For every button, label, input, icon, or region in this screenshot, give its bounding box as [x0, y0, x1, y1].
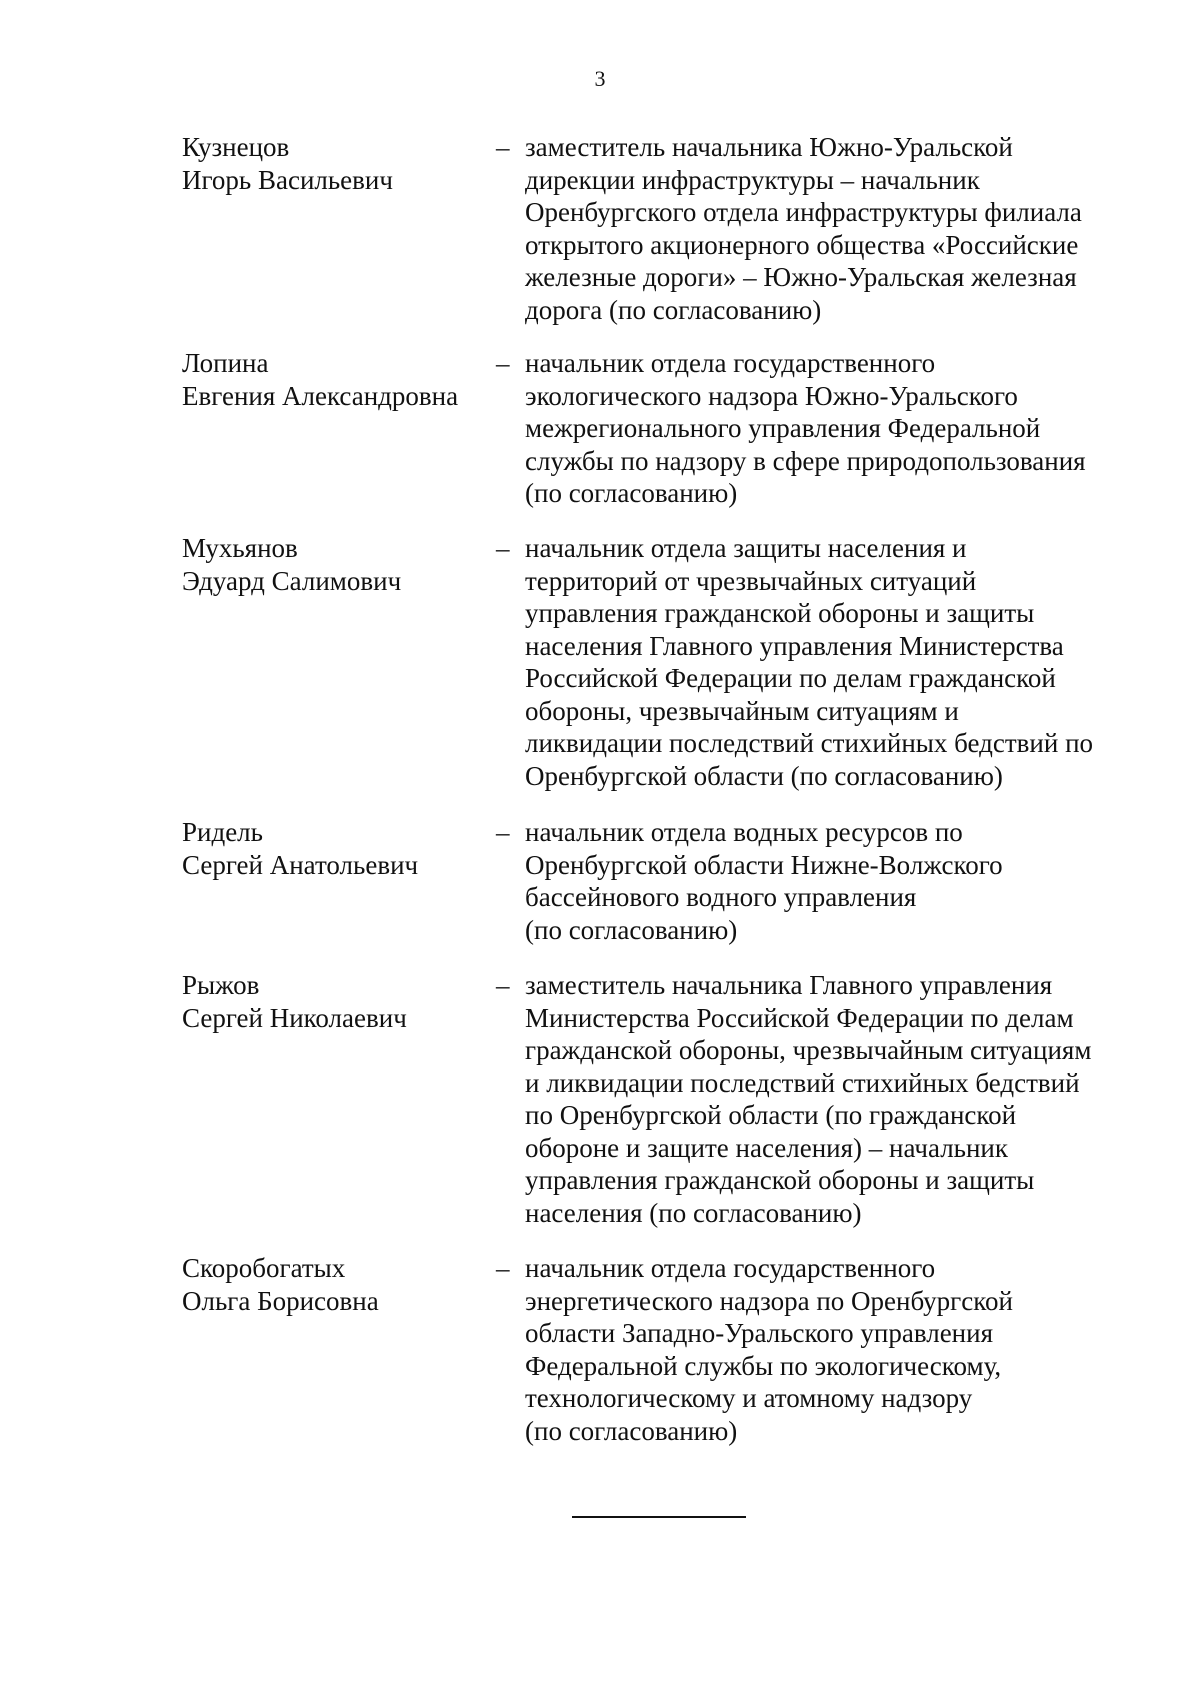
position-line: открытого акционерного общества «Российские: [525, 229, 1079, 260]
position-line: территорий от чрезвычайных ситуаций: [525, 565, 977, 596]
dash-separator: –: [496, 348, 510, 378]
position-line: гражданской обороны, чрезвычайным ситуациям: [525, 1035, 1092, 1065]
member-given-names: Эдуард Салимович: [182, 565, 402, 596]
dash-separator: –: [496, 1253, 510, 1283]
position-line: технологическому и атомному надзору: [525, 1383, 973, 1413]
member-name: [182, 1252, 482, 1317]
position-line: ликвидации последствий стихийных бедствий по: [525, 728, 1094, 758]
member-name: [182, 816, 482, 881]
member-given-names: Игорь Васильевич: [182, 164, 393, 195]
end-of-document-rule: [572, 1516, 746, 1518]
member-surname: Кузнецов: [182, 132, 290, 162]
position-line: обороны, чрезвычайным ситуациям и: [525, 695, 959, 726]
position-line: управления гражданской обороны и защиты: [525, 598, 1035, 628]
member-name: [182, 969, 482, 1034]
member-name: [182, 347, 482, 412]
dash-separator: –: [496, 817, 510, 847]
member-position: [525, 816, 1145, 946]
position-line: службы по надзору в сфере природопользования: [525, 445, 1086, 476]
position-line: дирекции инфраструктуры – начальник: [525, 164, 980, 195]
position-line: по Оренбургской области (по гражданской: [525, 1100, 1017, 1130]
position-line: Федеральной службы по экологическому,: [525, 1350, 1002, 1381]
position-line: начальник отдела государственного: [525, 1253, 936, 1283]
position-line: энергетического надзора по Оренбургской: [525, 1285, 1013, 1316]
position-line: населения Главного управления Министерства: [525, 630, 1064, 661]
position-line: населения (по согласованию): [525, 1197, 862, 1228]
position-line: управления гражданской обороны и защиты: [525, 1165, 1035, 1195]
member-surname: Рыжов: [182, 970, 260, 1000]
member-position: [525, 347, 1145, 510]
dash-separator: –: [496, 132, 510, 162]
member-surname: Скоробогатых: [182, 1253, 346, 1283]
position-line: экологического надзора Южно-Уральского: [525, 380, 1018, 411]
member-position: [525, 969, 1145, 1229]
member-given-names: Евгения Александровна: [182, 380, 459, 411]
page-number: 3: [594, 66, 606, 91]
member-given-names: Сергей Николаевич: [182, 1002, 407, 1033]
member-surname: Мухьянов: [182, 533, 298, 563]
position-line: Министерства Российской Федерации по делам: [525, 1002, 1074, 1033]
member-surname: Лопина: [182, 348, 269, 378]
dash-separator: –: [496, 970, 510, 1000]
member-given-names: Ольга Борисовна: [182, 1285, 379, 1316]
position-line: дорога (по согласованию): [525, 294, 822, 325]
position-line: начальник отдела водных ресурсов по: [525, 817, 963, 847]
position-line: обороне и защите населения) – начальник: [525, 1132, 1008, 1163]
position-line: заместитель начальника Главного управления: [525, 970, 1053, 1000]
position-line: железные дороги» – Южно-Уральская железная: [525, 262, 1077, 292]
position-line: (по согласованию): [525, 478, 738, 508]
position-line: (по согласованию): [525, 1415, 738, 1446]
position-line: (по согласованию): [525, 914, 738, 945]
member-position: [525, 532, 1145, 792]
position-line: Оренбургского отдела инфраструктуры филиала: [525, 197, 1082, 227]
position-line: заместитель начальника Южно-Уральской: [525, 132, 1013, 162]
position-line: межрегионального управления Федеральной: [525, 413, 1041, 443]
position-line: Оренбургской области Нижне-Волжского: [525, 849, 1003, 880]
position-line: начальник отдела защиты населения и: [525, 533, 967, 563]
position-line: бассейнового водного управления: [525, 882, 917, 912]
dash-separator: –: [496, 533, 510, 563]
member-name: [182, 131, 482, 196]
position-line: и ликвидации последствий стихийных бедствий: [525, 1067, 1080, 1098]
position-line: Российской Федерации по делам гражданской: [525, 663, 1056, 693]
position-line: области Западно-Уральского управления: [525, 1318, 994, 1348]
position-line: начальник отдела государственного: [525, 348, 936, 378]
member-given-names: Сергей Анатольевич: [182, 849, 419, 880]
member-surname: Ридель: [182, 817, 263, 847]
member-position: [525, 1252, 1145, 1447]
member-position: [525, 131, 1145, 326]
member-name: [182, 532, 482, 597]
position-line: Оренбургской области (по согласованию): [525, 760, 1003, 791]
